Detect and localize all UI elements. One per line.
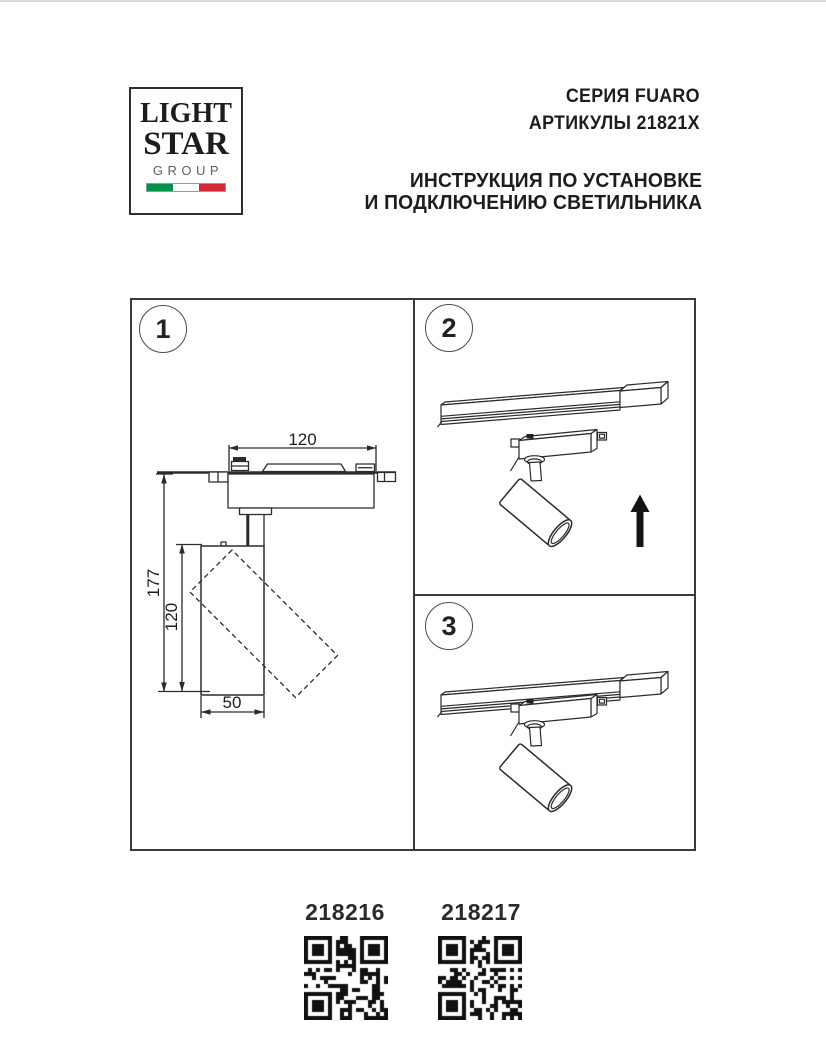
lightstar-logo — [129, 87, 243, 215]
flag-red-segment — [199, 184, 225, 191]
instruction-panels — [130, 298, 696, 851]
step-3-number: 3 — [441, 610, 457, 641]
series-title: СЕРИЯ FUARO — [566, 86, 700, 107]
dim-body-height: 120 — [162, 602, 181, 632]
article-number-1: 218216 — [305, 899, 385, 925]
flag-green-segment — [147, 184, 173, 191]
logo-word-light: LIGHT — [140, 98, 232, 129]
instruction-title-line1: ИНСТРУКЦИЯ ПО УСТАНОВКЕ — [409, 169, 702, 192]
dim-total-height: 177 — [144, 568, 163, 598]
dim-body-width: 50 — [222, 693, 242, 712]
step-2-badge — [425, 304, 473, 352]
series-block — [529, 83, 700, 137]
qr-code-right — [438, 936, 522, 1020]
spot-fixture — [499, 695, 607, 815]
panel-step-2 — [415, 300, 694, 594]
spot-fixture — [499, 430, 607, 550]
qr-code-left — [304, 936, 388, 1020]
instruction-title-line2: И ПОДКЛЮЧЕНИЮ СВЕТИЛЬНИКА — [364, 190, 702, 214]
flag-white-segment — [173, 184, 199, 191]
panel-step-1 — [132, 300, 413, 847]
page-top-edge — [0, 0, 826, 2]
logo-word-star: STAR — [143, 126, 229, 162]
step-1-number: 1 — [155, 313, 171, 344]
italian-flag-icon — [146, 183, 226, 192]
step-3-badge — [425, 602, 473, 650]
dimension-drawing — [132, 300, 413, 847]
instruction-title — [364, 170, 702, 214]
panel-step-3 — [415, 596, 694, 847]
article-number-2: 218217 — [441, 899, 521, 925]
step-2-number: 2 — [441, 312, 457, 343]
track-rail — [438, 382, 669, 428]
articles-title: АРТИКУЛЫ 21821X — [529, 113, 700, 134]
step-1-badge — [139, 305, 187, 353]
arrow-up-icon — [631, 495, 650, 548]
dim-adapter-width: 120 — [288, 430, 317, 449]
logo-word-group: GROUP — [152, 163, 224, 178]
